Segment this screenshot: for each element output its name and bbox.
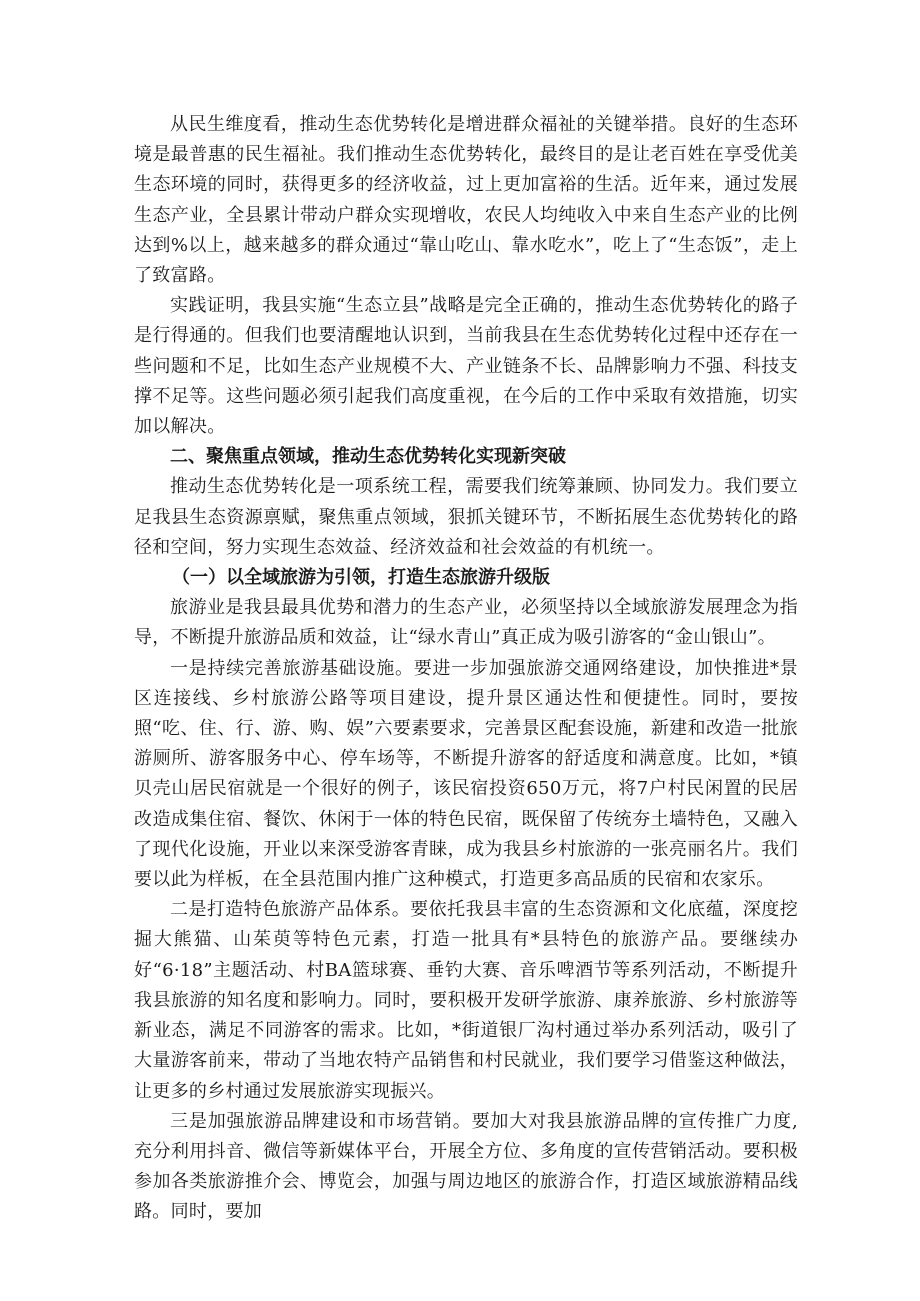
section-heading: 二、聚焦重点领域，推动生态优势转化实现新突破 [170,446,566,468]
subsection-heading: （一）以全域旅游为引领，打造生态旅游升级版 [172,567,550,589]
paragraph-marketing: 三是加强旅游品牌建设和市场营销。要加大对我县旅游品牌的宣传推广力度,充分利用抖音、微信等新媒体平台，开展全方位、多角度的宣传营销活动。要积极参加各类旅游推介会、博览会，加强与周边地区的旅游合作，打造区域旅游精品线路。同时，要加 [134,1110,798,1223]
paragraph-infrastructure: 一是持续完善旅游基础设施。要进一步加强旅游交通网络建设，加快推进*景区连接线、乡村旅游公路等项目建设，提升景区通达性和便捷性。同时，要按照“吃、住、行、游、购、娱”六要素要求，完善景区配套设施，新建和改造一批旅游厕所、游客服务中心、停车场等，不断提升游客的舒适度和满意度。比如，*镇贝壳山居民宿就是一个很好的例子，该民宿投资650万元，将7户村民闲置的民居改造成集住宿、餐饮、休闲于一体的特色民宿，既保留了传统夯土墙特色，又融入了现代化设施，开业以来深受游客青睐，成为我县乡村旅游的一张亮丽名片。我们要以此为样板，在全县范围内推广这种模式，打造更多高品质的民宿和农家乐。 [134,657,798,891]
paragraph-products: 二是打造特色旅游产品体系。要依托我县丰富的生态资源和文化底蕴，深度挖掘大熊猫、山茱萸等特色元素，打造一批具有*县特色的旅游产品。要继续办好“6·18”主题活动、村BA篮球赛、垂钓大赛、音乐啤酒节等系列活动，不断提升我县旅游的知名度和影响力。同时，要积极开发研学旅游、康养旅游、乡村旅游等新业态，满足不同游客的需求。比如，*街道银厂沟村通过举办系列活动，吸引了大量游客前来，带动了当地农特产品销售和村民就业，我们要学习借鉴这种做法，让更多的乡村通过发展旅游实现振兴。 [134,899,798,1102]
paragraph-practice: 实践证明，我县实施“生态立县”战略是完全正确的，推动生态优势转化的路子是行得通的。但我们也要清醒地认识到，当前我县在生态优势转化过程中还存在一些问题和不足，比如生态产业规模不大、产业链条不长、品牌影响力不强、科技支撑不足等。这些问题必须引起我们高度重视，在今后的工作中采取有效措施，切实加以解决。 [134,295,798,438]
paragraph-livelihood: 从民生维度看，推动生态优势转化是增进群众福祉的关键举措。良好的生态环境是最普惠的民生福祉。我们推动生态优势转化，最终目的是让老百姓在享受优美生态环境的同时，获得更多的经济收益，过上更加富裕的生活。近年来，通过发展生态产业，全县累计带动户群众实现增收，农民人均纯收入中来自生态产业的比例达到%以上，越来越多的群众通过“靠山吃山、靠水吃水”，吃上了“生态饭”，走上了致富路。 [134,114,798,287]
document-page [134,110,798,1228]
paragraph-system-project: 推动生态优势转化是一项系统工程，需要我们统筹兼顾、协同发力。我们要立足我县生态资源禀赋，聚焦重点领域，狠抓关键环节，不断拓展生态优势转化的路径和空间，努力实现生态效益、经济效益和社会效益的有机统一。 [134,476,798,558]
paragraph-tourism-intro: 旅游业是我县最具优势和潜力的生态产业，必须坚持以全域旅游发展理念为指导，不断提升旅游品质和效益，让“绿水青山”真正成为吸引游客的“金山银山”。 [134,597,798,649]
